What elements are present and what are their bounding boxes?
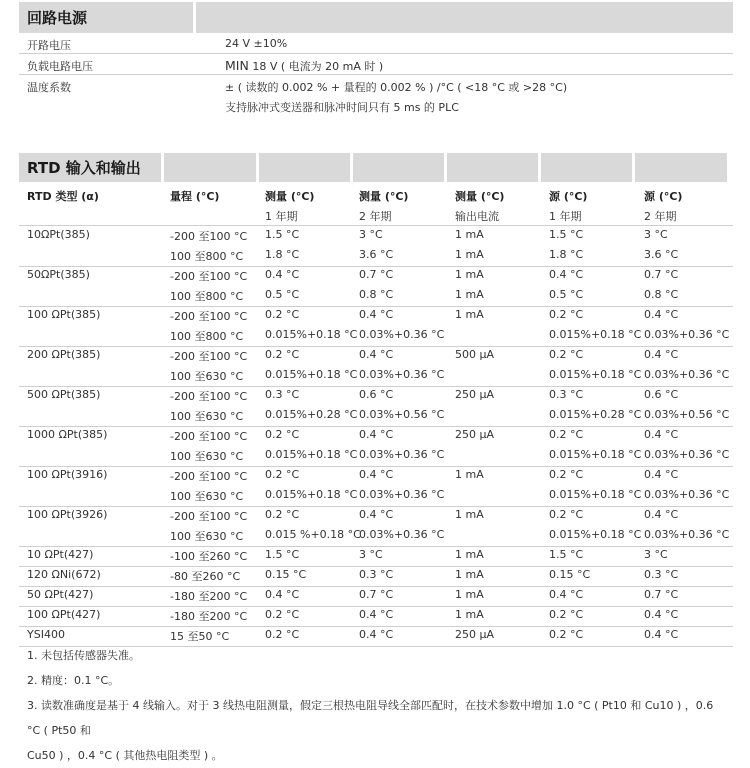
cell-range: -200 至100 °C — [170, 270, 248, 283]
cell-source-1yr: 0.2 °C — [549, 628, 584, 641]
cell-range: -100 至260 °C — [170, 550, 248, 563]
rtd-header-cell — [635, 153, 727, 182]
cell-measure-2yr: 0.4 °C — [359, 628, 394, 641]
cell-range: -200 至100 °C — [170, 430, 248, 443]
row-divider — [19, 266, 733, 267]
row-divider — [19, 546, 733, 547]
cell-measure-1yr: 0.015 %+0.18 °C — [265, 528, 361, 541]
cell-measure-1yr: 0.4 °C — [265, 268, 300, 281]
cell-source-2yr: 0.03%+0.56 °C — [644, 408, 730, 421]
cell-source-2yr: 0.03%+0.36 °C — [644, 488, 730, 501]
rtd-header-cell — [164, 153, 256, 182]
cell-measure-2yr: 0.6 °C — [359, 388, 394, 401]
cell-source-2yr: 0.03%+0.36 °C — [644, 448, 730, 461]
column-header: RTD 类型 (α) — [27, 190, 99, 203]
cell-output-current: 250 µA — [455, 388, 495, 401]
cell-output-current: 1 mA — [455, 568, 484, 581]
cell-source-1yr: 0.2 °C — [549, 308, 584, 321]
column-header: 量程 (°C) — [170, 190, 220, 203]
cell-measure-2yr: 0.4 °C — [359, 508, 394, 521]
cell-source-1yr: 0.2 °C — [549, 508, 584, 521]
cell-measure-2yr: 0.4 °C — [359, 608, 394, 621]
rtd-header-cell — [353, 153, 444, 182]
row-divider — [19, 386, 733, 387]
cell-source-1yr: 0.4 °C — [549, 268, 584, 281]
spec-row — [19, 95, 733, 115]
spec-value: 24 V ±10% — [225, 37, 288, 50]
cell-rtd-type: 500 ΩPt(385) — [27, 388, 101, 401]
cell-measure-1yr: 0.015%+0.28 °C — [265, 408, 358, 421]
column-subheader: 2 年期 — [359, 210, 392, 223]
cell-output-current: 1 mA — [455, 608, 484, 621]
cell-source-2yr: 0.3 °C — [644, 568, 679, 581]
cell-range: 100 至630 °C — [170, 410, 244, 423]
cell-source-1yr: 0.4 °C — [549, 588, 584, 601]
cell-source-1yr: 0.015%+0.28 °C — [549, 408, 642, 421]
cell-measure-1yr: 0.15 °C — [265, 568, 307, 581]
cell-range: -180 至200 °C — [170, 590, 248, 603]
cell-measure-2yr: 0.4 °C — [359, 428, 394, 441]
cell-source-2yr: 0.4 °C — [644, 628, 679, 641]
rtd-header-cell — [19, 153, 161, 182]
cell-range: 100 至800 °C — [170, 250, 244, 263]
cell-source-1yr: 0.2 °C — [549, 468, 584, 481]
cell-measure-1yr: 0.2 °C — [265, 308, 300, 321]
cell-measure-1yr: 0.015%+0.18 °C — [265, 488, 358, 501]
cell-output-current: 1 mA — [455, 288, 484, 301]
cell-measure-2yr: 3 °C — [359, 228, 383, 241]
column-header: 测量 (°C) — [455, 190, 505, 203]
cell-output-current: 1 mA — [455, 588, 484, 601]
row-divider — [19, 566, 733, 567]
cell-source-2yr: 0.6 °C — [644, 388, 679, 401]
column-header: 源 (°C) — [549, 190, 588, 203]
cell-range: -180 至200 °C — [170, 610, 248, 623]
cell-measure-1yr: 0.5 °C — [265, 288, 300, 301]
cell-source-2yr: 0.03%+0.36 °C — [644, 368, 730, 381]
cell-measure-2yr: 0.03%+0.36 °C — [359, 488, 445, 501]
spec-value-text: 18 V ( 电流为 20 mA 时 ) — [252, 60, 384, 73]
cell-output-current: 1 mA — [455, 268, 484, 281]
cell-rtd-type: 10ΩPt(385) — [27, 228, 90, 241]
cell-source-2yr: 0.4 °C — [644, 608, 679, 621]
cell-source-2yr: 0.4 °C — [644, 308, 679, 321]
cell-source-1yr: 1.5 °C — [549, 228, 584, 241]
cell-source-1yr: 0.15 °C — [549, 568, 591, 581]
cell-rtd-type: YSI400 — [27, 628, 65, 641]
loop-power-header-cell — [19, 2, 193, 33]
cell-measure-1yr: 0.015%+0.18 °C — [265, 448, 358, 461]
cell-output-current: 1 mA — [455, 468, 484, 481]
cell-source-2yr: 3.6 °C — [644, 248, 679, 261]
cell-range: 100 至800 °C — [170, 290, 244, 303]
cell-source-1yr: 0.2 °C — [549, 428, 584, 441]
cell-source-1yr: 0.3 °C — [549, 388, 584, 401]
cell-output-current: 1 mA — [455, 308, 484, 321]
cell-measure-1yr: 0.015%+0.18 °C — [265, 328, 358, 341]
cell-range: -200 至100 °C — [170, 510, 248, 523]
rtd-header-cell — [447, 153, 538, 182]
cell-measure-1yr: 0.2 °C — [265, 428, 300, 441]
cell-output-current: 1 mA — [455, 508, 484, 521]
cell-source-1yr: 0.015%+0.18 °C — [549, 448, 642, 461]
row-divider — [19, 466, 733, 467]
row-divider — [19, 606, 733, 607]
cell-range: 100 至630 °C — [170, 530, 244, 543]
spec-key: 开路电压 — [27, 39, 71, 52]
cell-range: 100 至800 °C — [170, 330, 244, 343]
cell-measure-2yr: 3.6 °C — [359, 248, 394, 261]
spec-key: 温度系数 — [27, 81, 71, 94]
column-subheader: 2 年期 — [644, 210, 677, 223]
cell-output-current: 250 µA — [455, 428, 495, 441]
cell-measure-1yr: 0.2 °C — [265, 608, 300, 621]
cell-source-1yr: 0.015%+0.18 °C — [549, 528, 642, 541]
row-divider — [19, 225, 733, 226]
cell-measure-1yr: 0.4 °C — [265, 588, 300, 601]
cell-measure-1yr: 0.015%+0.18 °C — [265, 368, 358, 381]
cell-source-1yr: 1.8 °C — [549, 248, 584, 261]
footnote: 2. 精度：0.1 °C。 — [27, 674, 120, 687]
cell-output-current: 250 µA — [455, 628, 495, 641]
rtd-header-cell — [541, 153, 632, 182]
column-header: 测量 (°C) — [265, 190, 315, 203]
cell-measure-2yr: 3 °C — [359, 548, 383, 561]
cell-source-2yr: 3 °C — [644, 548, 668, 561]
cell-output-current: 1 mA — [455, 548, 484, 561]
cell-source-2yr: 0.4 °C — [644, 468, 679, 481]
cell-measure-1yr: 0.2 °C — [265, 508, 300, 521]
cell-measure-2yr: 0.3 °C — [359, 568, 394, 581]
cell-source-2yr: 0.4 °C — [644, 348, 679, 361]
row-divider — [19, 506, 733, 507]
cell-range: -200 至100 °C — [170, 390, 248, 403]
cell-source-1yr: 0.015%+0.18 °C — [549, 488, 642, 501]
cell-measure-2yr: 0.8 °C — [359, 288, 394, 301]
column-subheader: 输出电流 — [455, 210, 499, 223]
cell-range: -200 至100 °C — [170, 470, 248, 483]
column-header: 测量 (°C) — [359, 190, 409, 203]
cell-rtd-type: 50ΩPt(385) — [27, 268, 90, 281]
cell-measure-2yr: 0.7 °C — [359, 588, 394, 601]
cell-rtd-type: 120 ΩNi(672) — [27, 568, 101, 581]
row-divider — [19, 626, 733, 627]
spec-value: 支持脉冲式变送器和脉冲时间只有 5 ms 的 PLC — [225, 101, 459, 114]
cell-measure-1yr: 1.5 °C — [265, 228, 300, 241]
column-subheader: 1 年期 — [265, 210, 298, 223]
cell-measure-1yr: 0.3 °C — [265, 388, 300, 401]
footnote: 1. 未包括传感器失准。 — [27, 649, 140, 662]
cell-rtd-type: 10 ΩPt(427) — [27, 548, 94, 561]
spec-key: 负载电路电压 — [27, 60, 93, 73]
cell-rtd-type: 50 ΩPt(427) — [27, 588, 94, 601]
cell-source-1yr: 0.2 °C — [549, 348, 584, 361]
cell-measure-1yr: 0.2 °C — [265, 348, 300, 361]
cell-measure-1yr: 0.2 °C — [265, 468, 300, 481]
footnote: °C ( Pt50 和 — [27, 724, 91, 737]
cell-measure-2yr: 0.4 °C — [359, 308, 394, 321]
spec-value: ± ( 读数的 0.002 % + 量程的 0.002 % ) /°C ( <18 °C 或 >28 °C) — [225, 81, 568, 94]
spec-value-prefix: MIN — [225, 58, 249, 73]
loop-power-header — [19, 2, 733, 33]
cell-rtd-type: 1000 ΩPt(385) — [27, 428, 108, 441]
cell-measure-1yr: 0.2 °C — [265, 628, 300, 641]
cell-range: 15 至50 °C — [170, 630, 230, 643]
cell-measure-2yr: 0.4 °C — [359, 348, 394, 361]
rtd-header — [19, 153, 733, 182]
cell-source-1yr: 0.5 °C — [549, 288, 584, 301]
footnote: Cu50 ) ，0.4 °C ( 其他热电阻类型 ) 。 — [27, 749, 223, 762]
cell-source-2yr: 0.03%+0.36 °C — [644, 328, 730, 341]
row-divider — [19, 426, 733, 427]
cell-source-2yr: 3 °C — [644, 228, 668, 241]
cell-measure-2yr: 0.03%+0.36 °C — [359, 448, 445, 461]
cell-source-1yr: 1.5 °C — [549, 548, 584, 561]
cell-range: 100 至630 °C — [170, 450, 244, 463]
cell-measure-2yr: 0.03%+0.36 °C — [359, 528, 445, 541]
cell-source-1yr: 0.015%+0.18 °C — [549, 328, 642, 341]
cell-rtd-type: 100 ΩPt(385) — [27, 308, 101, 321]
row-divider — [19, 586, 733, 587]
cell-measure-2yr: 0.4 °C — [359, 468, 394, 481]
cell-measure-2yr: 0.03%+0.36 °C — [359, 328, 445, 341]
row-divider — [19, 346, 733, 347]
cell-source-1yr: 0.2 °C — [549, 608, 584, 621]
cell-rtd-type: 100 ΩPt(3916) — [27, 468, 108, 481]
spec-value — [225, 58, 383, 74]
cell-range: -80 至260 °C — [170, 570, 241, 583]
cell-range: 100 至630 °C — [170, 370, 244, 383]
cell-measure-1yr: 1.8 °C — [265, 248, 300, 261]
cell-source-2yr: 0.8 °C — [644, 288, 679, 301]
footnote: 3. 读数准确度是基于 4 线输入。对于 3 线热电阻测量，假定三根热电阻导线全部匹配时，在技术参数中增加 1.0 °C ( Pt10 和 Cu10 ) ，0.6 — [27, 699, 714, 712]
cell-measure-2yr: 0.03%+0.56 °C — [359, 408, 445, 421]
row-divider — [19, 306, 733, 307]
cell-range: -200 至100 °C — [170, 230, 248, 243]
spec-row — [19, 54, 733, 75]
cell-output-current: 1 mA — [455, 248, 484, 261]
cell-range: 100 至630 °C — [170, 490, 244, 503]
spec-row — [19, 75, 733, 95]
cell-source-2yr: 0.03%+0.36 °C — [644, 528, 730, 541]
rtd-header-cell — [259, 153, 350, 182]
cell-rtd-type: 100 ΩPt(427) — [27, 608, 101, 621]
cell-output-current: 1 mA — [455, 228, 484, 241]
cell-measure-1yr: 1.5 °C — [265, 548, 300, 561]
spec-row — [19, 33, 733, 54]
footnotes — [27, 643, 735, 768]
cell-range: -200 至100 °C — [170, 350, 248, 363]
cell-source-2yr: 0.7 °C — [644, 268, 679, 281]
column-subheader: 1 年期 — [549, 210, 582, 223]
cell-measure-2yr: 0.03%+0.36 °C — [359, 368, 445, 381]
rtd-title: RTD 输入和输出 — [27, 159, 141, 177]
cell-source-2yr: 0.4 °C — [644, 508, 679, 521]
cell-output-current: 500 µA — [455, 348, 495, 361]
cell-source-2yr: 0.4 °C — [644, 428, 679, 441]
cell-range: -200 至100 °C — [170, 310, 248, 323]
cell-rtd-type: 100 ΩPt(3926) — [27, 508, 108, 521]
cell-source-2yr: 0.7 °C — [644, 588, 679, 601]
cell-source-1yr: 0.015%+0.18 °C — [549, 368, 642, 381]
cell-rtd-type: 200 ΩPt(385) — [27, 348, 101, 361]
loop-power-title: 回路电源 — [27, 9, 88, 27]
loop-power-header-cell — [196, 2, 733, 33]
cell-measure-2yr: 0.7 °C — [359, 268, 394, 281]
column-header: 源 (°C) — [644, 190, 683, 203]
